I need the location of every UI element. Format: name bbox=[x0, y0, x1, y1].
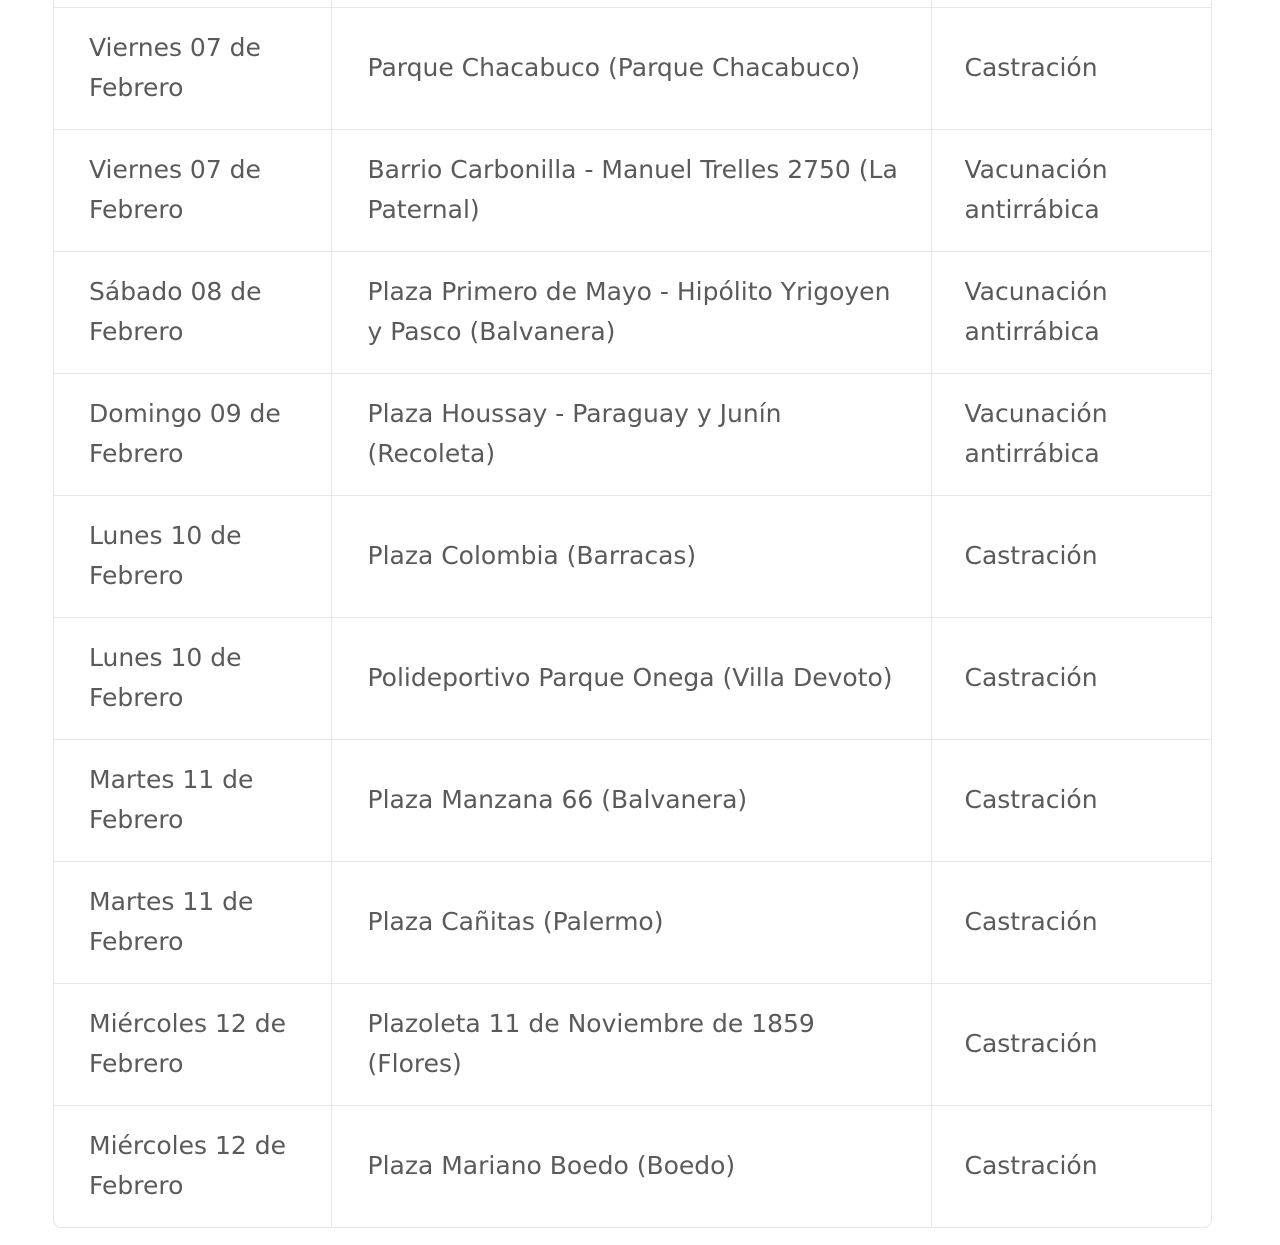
table-row bbox=[54, 739, 1211, 861]
schedule-table bbox=[53, 0, 1212, 1228]
date-cell: Lunes 10 de Febrero bbox=[54, 495, 331, 617]
place-cell: Barrio Carbonilla - Manuel Trelles 2750 (La Paternal) bbox=[331, 129, 931, 251]
date-cell: Viernes 07 de Febrero bbox=[54, 129, 331, 251]
activity-cell: Castración bbox=[931, 739, 1211, 861]
table-row bbox=[54, 495, 1211, 617]
place-cell: Plaza Primero de Mayo - Hipólito Yrigoyen y Pasco (Balvanera) bbox=[331, 251, 931, 373]
table-row-partial bbox=[54, 0, 1211, 7]
activity-cell: Castración bbox=[931, 617, 1211, 739]
place-cell: Plazoleta 11 de Noviembre de 1859 (Flores) bbox=[331, 983, 931, 1105]
place-cell: Plaza Houssay - Paraguay y Junín (Recoleta) bbox=[331, 373, 931, 495]
table-row bbox=[54, 861, 1211, 983]
place-cell bbox=[331, 0, 931, 7]
activity-cell: Castración bbox=[931, 983, 1211, 1105]
schedule-table-grid bbox=[54, 0, 1211, 1227]
table-row bbox=[54, 617, 1211, 739]
activity-cell bbox=[931, 0, 1211, 7]
date-cell: Miércoles 12 de Febrero bbox=[54, 1105, 331, 1227]
table-row bbox=[54, 373, 1211, 495]
date-cell: Miércoles 12 de Febrero bbox=[54, 983, 331, 1105]
table-row bbox=[54, 129, 1211, 251]
activity-cell: Vacunación antirrábica bbox=[931, 129, 1211, 251]
date-cell: Domingo 09 de Febrero bbox=[54, 373, 331, 495]
table-row bbox=[54, 983, 1211, 1105]
place-cell: Plaza Manzana 66 (Balvanera) bbox=[331, 739, 931, 861]
activity-cell: Vacunación antirrábica bbox=[931, 373, 1211, 495]
date-cell: Viernes 07 de Febrero bbox=[54, 7, 331, 129]
place-cell: Plaza Cañitas (Palermo) bbox=[331, 861, 931, 983]
place-cell: Plaza Mariano Boedo (Boedo) bbox=[331, 1105, 931, 1227]
activity-cell: Castración bbox=[931, 7, 1211, 129]
place-cell: Polideportivo Parque Onega (Villa Devoto) bbox=[331, 617, 931, 739]
date-cell: Sábado 08 de Febrero bbox=[54, 251, 331, 373]
place-cell: Parque Chacabuco (Parque Chacabuco) bbox=[331, 7, 931, 129]
date-cell: Lunes 10 de Febrero bbox=[54, 617, 331, 739]
activity-cell: Castración bbox=[931, 1105, 1211, 1227]
table-row bbox=[54, 251, 1211, 373]
activity-cell: Castración bbox=[931, 495, 1211, 617]
date-cell: Martes 11 de Febrero bbox=[54, 861, 331, 983]
activity-cell: Vacunación antirrábica bbox=[931, 251, 1211, 373]
table-row bbox=[54, 1105, 1211, 1227]
date-cell: Martes 11 de Febrero bbox=[54, 739, 331, 861]
table-row bbox=[54, 7, 1211, 129]
place-cell: Plaza Colombia (Barracas) bbox=[331, 495, 931, 617]
date-cell bbox=[54, 0, 331, 7]
activity-cell: Castración bbox=[931, 861, 1211, 983]
